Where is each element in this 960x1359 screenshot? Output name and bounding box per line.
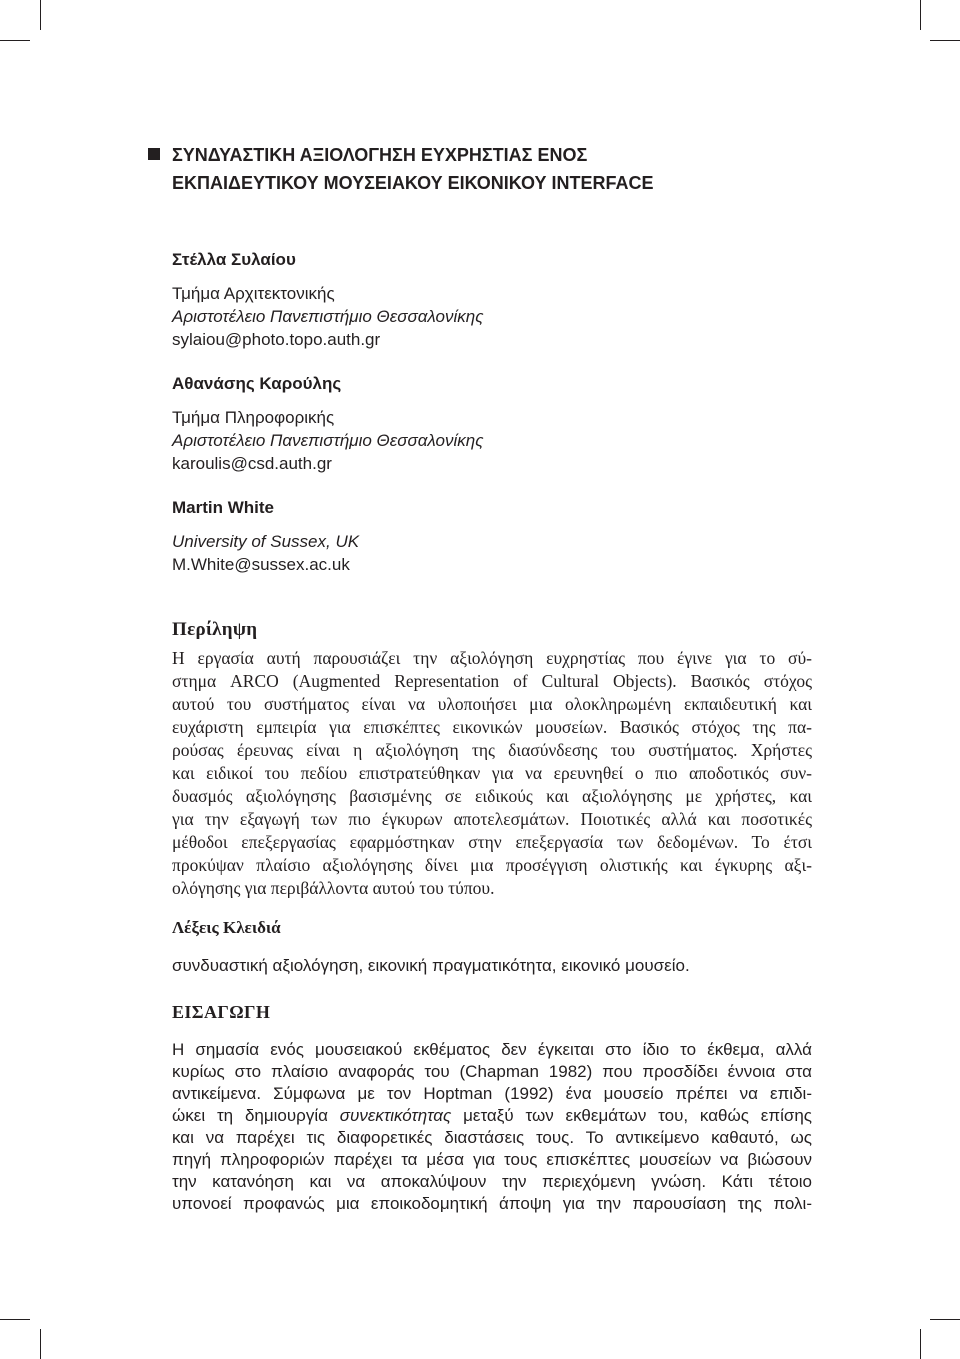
crop-mark — [930, 1319, 960, 1320]
paper-title-line: ΕΚΠΑΙΔΕΥΤΙΚΟΥ ΜΟΥΣΕΙΑΚΟΥ ΕΙΚΟΝΙΚΟΥ INTERFACE — [172, 173, 654, 193]
introduction-line: και να παρέχει τις διαφορετικές διαστάσεις τους. Το αντικείμενο καθαυτό, ως — [172, 1128, 812, 1147]
abstract-line: ευχάριστη εμπειρία για επισκέπτες εικονικών μουσείων. Βασικός στόχος της πα- — [172, 717, 812, 737]
abstract-line: Η εργασία αυτή παρουσιάζει την αξιολόγηση ευχρηστίας που έγινε για το σύ- — [172, 648, 812, 668]
abstract-line: μέθοδοι επεξεργασίας εφαρμόστηκαν στην επεξεργασία των δεδομένων. Το έτσι — [172, 832, 812, 852]
abstract-line: αυτού του συστήματος είναι να υλοποιήσει μια ολοκληρωμένη εκπαιδευτική και — [172, 694, 812, 714]
emphasized-term: συνεκτικότητας — [339, 1106, 452, 1125]
abstract-line: προκύψαν πλαίσιο αξιολόγησης δίνει μια προσέγγιση ολιστικής και έγκυρης αξι- — [172, 855, 812, 875]
introduction-line: υπονοεί προφανώς μια εποικοδομητική άποψη για την παρουσίαση της πολι- — [172, 1194, 812, 1213]
abstract-heading: Περίληψη — [172, 619, 258, 640]
abstract-line: στημα ARCO (Augmented Representation of Cultural Objects). Βασικός στόχος — [172, 671, 812, 691]
author-name: Αθανάσης Καρούλης — [172, 374, 342, 393]
author-name: Στέλλα Συλαίου — [172, 250, 296, 269]
abstract-line: για την εξαγωγή των πιο έγκυρων αποτελεσμάτων. Ποιοτικές αλλά και ποσοτικές — [172, 809, 812, 829]
author-email: M.White@sussex.ac.uk — [172, 555, 350, 574]
introduction-line: την κατανόηση και να αποκαλύψουν την περιεχόμενη γνώση. Κάτι τέτοιο — [172, 1172, 812, 1191]
crop-mark — [40, 0, 41, 30]
author-department: Τμήμα Πληροφορικής — [172, 408, 335, 427]
keywords-text: συνδυαστική αξιολόγηση, εικονική πραγματικότητα, εικονικό μουσείο. — [172, 956, 690, 975]
crop-mark — [920, 1329, 921, 1359]
author-email: karoulis@csd.auth.gr — [172, 454, 332, 473]
keywords-heading: Λέξεις Κλειδιά — [172, 918, 281, 937]
crop-mark — [0, 1319, 30, 1320]
author-institution: Αριστοτέλειο Πανεπιστήμιο Θεσσαλονίκης — [172, 307, 484, 326]
square-bullet-icon — [148, 148, 160, 160]
paper-title-line: ΣΥΝΔΥΑΣΤΙΚΗ ΑΞΙΟΛΟΓΗΣΗ ΕΥΧΡΗΣΤΙΑΣ ΕΝΟΣ — [172, 145, 588, 165]
author-institution: Αριστοτέλειο Πανεπιστήμιο Θεσσαλονίκης — [172, 431, 484, 450]
crop-mark — [920, 0, 921, 30]
crop-mark — [40, 1329, 41, 1359]
introduction-line: κυρίως στο πλαίσιο αναφοράς του (Chapman 1982) που προσδίδει έννοια στα — [172, 1062, 812, 1081]
abstract-line: και ειδικοί του πεδίου επιστρατεύθηκαν για να ερευνηθεί ο πιο αποδοτικός συν- — [172, 763, 812, 783]
introduction-text-segment: μεταξύ των εκθεμάτων του, καθώς επίσης — [451, 1106, 812, 1125]
introduction-heading: ΕΙΣΑΓΩΓΗ — [172, 1002, 271, 1022]
author-department: Τμήμα Αρχιτεκτονικής — [172, 284, 335, 303]
introduction-line: αντικείμενα. Σύμφωνα με τον Hoptman (1992) ένα μουσείο πρέπει να επιδι- — [172, 1084, 812, 1103]
introduction-line: πηγή πληροφοριών παρέχει τα μέσα για τους επισκέπτες μουσείων να βιώσουν — [172, 1150, 812, 1169]
paper-title — [172, 141, 653, 197]
abstract-line: δυασμός αξιολόγησης βασισμένης σε ειδικούς και αξιολόγησης με χρήστες, και — [172, 786, 812, 806]
abstract-body — [172, 647, 812, 900]
crop-mark — [0, 40, 30, 41]
author-email: sylaiou@photo.topo.auth.gr — [172, 330, 381, 349]
author-name: Martin White — [172, 498, 274, 517]
introduction-line — [172, 1105, 812, 1127]
crop-mark — [930, 40, 960, 41]
author-institution: University of Sussex, UK — [172, 532, 360, 551]
introduction-line: Η σημασία ενός μουσειακού εκθέματος δεν έγκειται στο ίδιο το έκθεμα, αλλά — [172, 1040, 812, 1059]
abstract-line: ολόγησης για περιβάλλοντα αυτού του τύπου. — [172, 878, 495, 898]
abstract-line: ρούσας έρευνας είναι η αξιολόγηση της διασύνδεσης του συστήματος. Χρήστες — [172, 740, 812, 760]
introduction-text-segment: ώκει τη δημιουργία — [172, 1106, 340, 1125]
introduction-body — [172, 1039, 812, 1215]
